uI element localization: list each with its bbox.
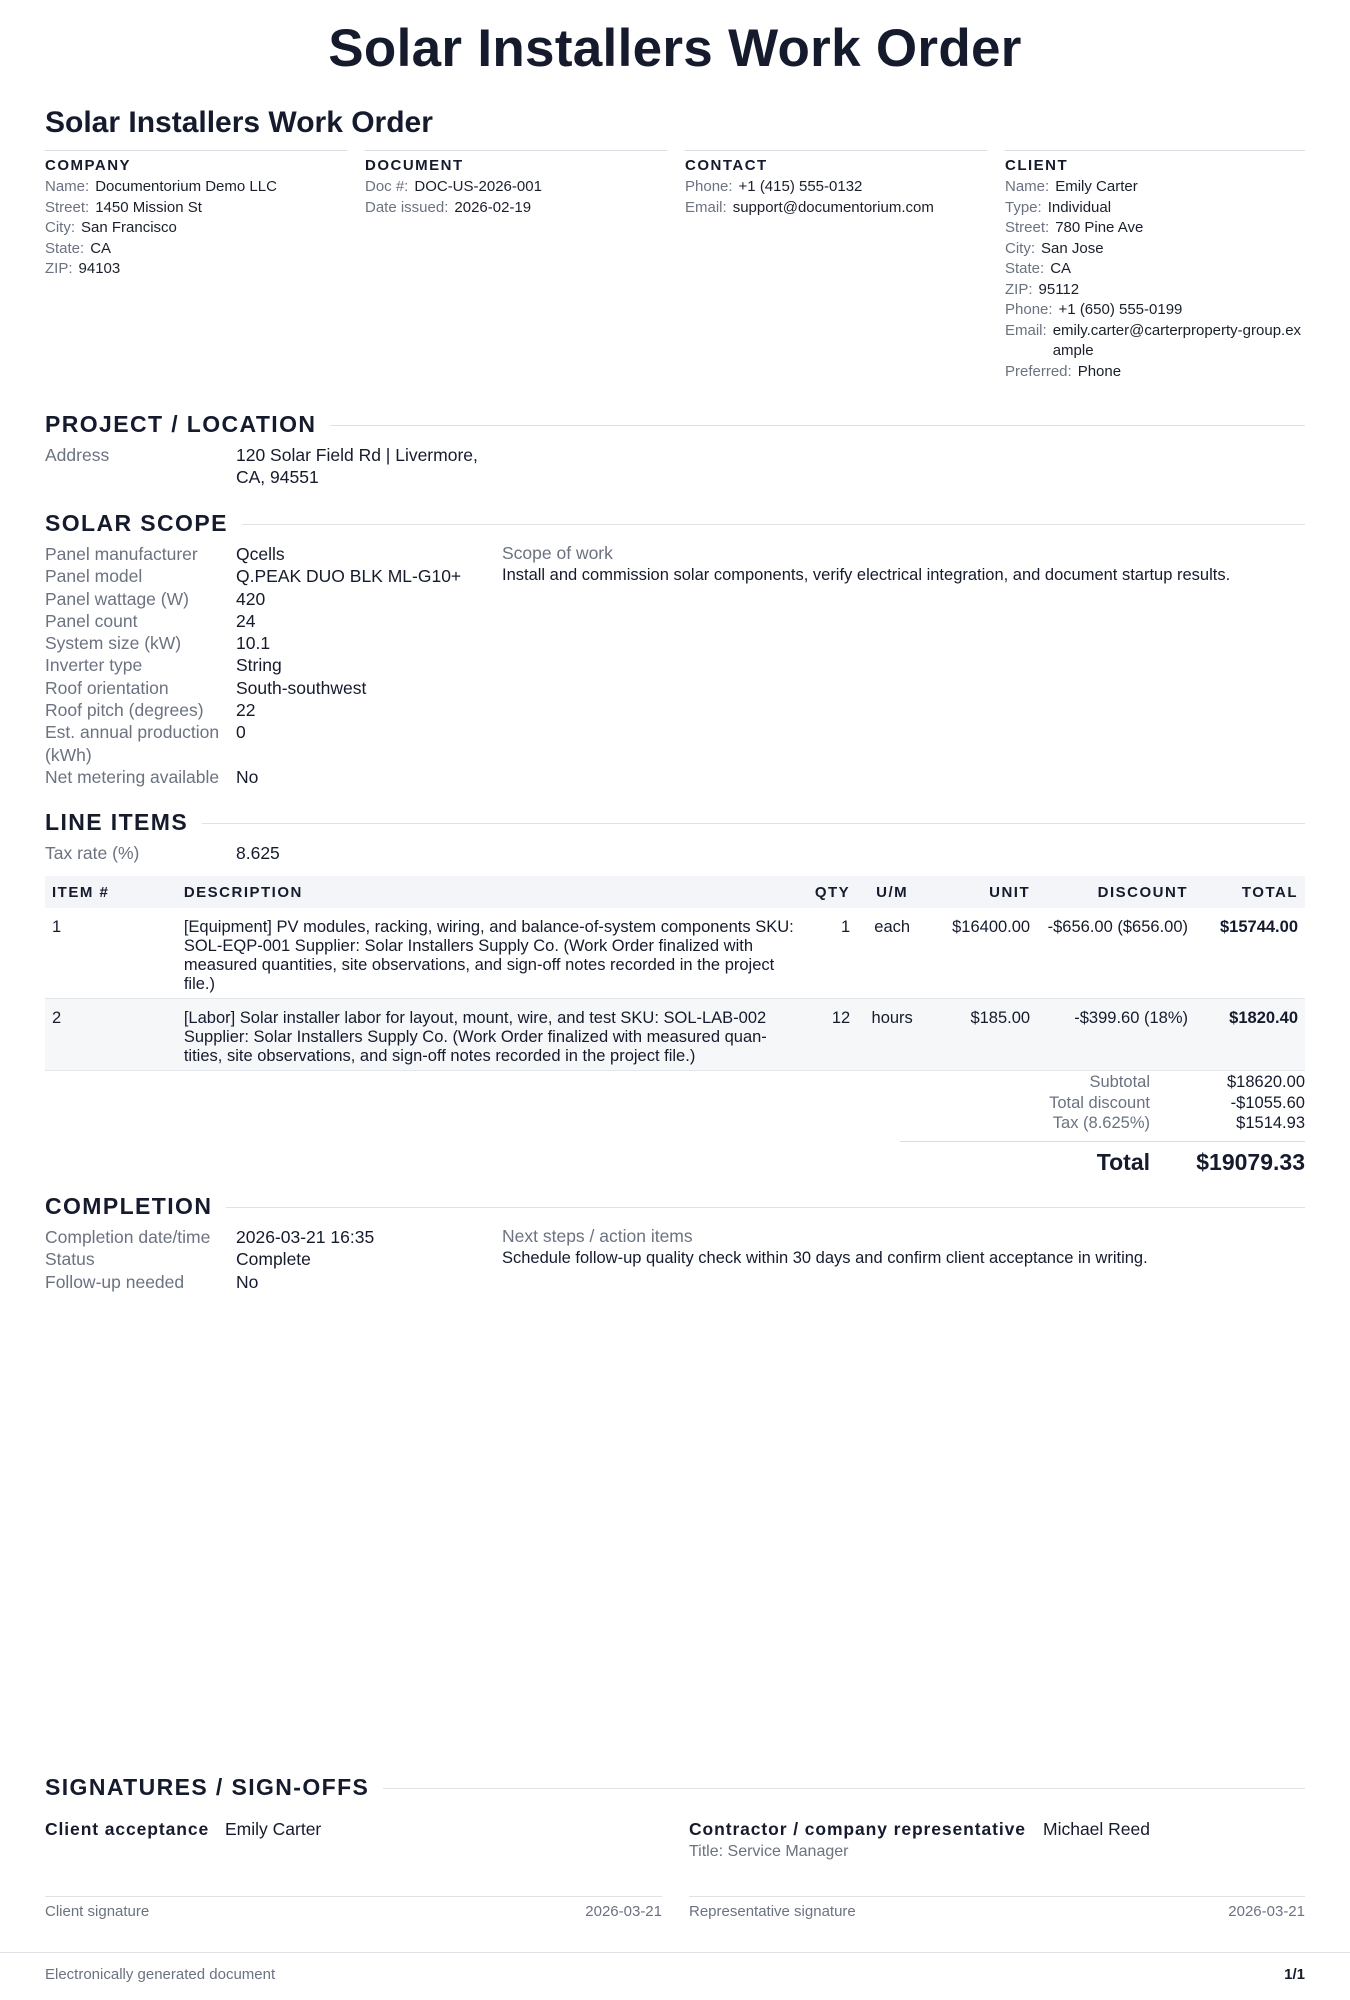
item-number-cell: 1 xyxy=(45,908,177,999)
field-label: Panel model xyxy=(45,566,143,587)
divider xyxy=(202,823,1305,824)
page-number: 1/1 xyxy=(1284,1966,1305,1983)
qty-cell: 12 xyxy=(808,999,857,1071)
unit-cell: $185.00 xyxy=(927,999,1037,1071)
field-label: Date issued: xyxy=(365,198,449,216)
grand-total-row xyxy=(900,1141,1305,1176)
field-label: Email: xyxy=(685,198,727,216)
grand-total-value: $19079.33 xyxy=(1196,1149,1305,1175)
field-value: CA xyxy=(1050,260,1072,277)
divider xyxy=(242,524,1305,525)
table-header-row xyxy=(45,876,1305,908)
field-value: 10.1 xyxy=(236,633,271,654)
field-value: 8.625 xyxy=(236,843,280,863)
project-section-header xyxy=(45,411,1305,438)
client-phone-row xyxy=(1005,300,1305,321)
field-label: Name: xyxy=(1005,178,1050,195)
field-value: String xyxy=(236,655,282,676)
discount-label: Total discount xyxy=(1049,1093,1150,1112)
company-block xyxy=(45,150,347,280)
field-label: Preferred: xyxy=(1005,362,1072,380)
column-header-um: U/M xyxy=(857,876,927,908)
column-header-unit: UNIT xyxy=(927,876,1037,908)
footer-note: Electronically generated document xyxy=(45,1966,276,1983)
rep-title: Title: Service Manager xyxy=(689,1843,849,1860)
field-label: Inverter type xyxy=(45,655,143,676)
client-zip-row xyxy=(1005,280,1305,301)
field-label: Panel wattage (W) xyxy=(45,588,189,609)
scope-fields xyxy=(45,543,461,788)
item-number-cell: 2 xyxy=(45,999,177,1071)
client-city-row xyxy=(1005,239,1305,260)
contact-email-row xyxy=(685,198,987,219)
field-label: Panel count xyxy=(45,610,138,631)
rep-signature-caption: Representative signature xyxy=(689,1903,856,1920)
section-title: SIGNATURES / SIGN-OFFS xyxy=(45,1774,370,1800)
rep-name: Michael Reed xyxy=(1043,1819,1150,1839)
client-signature-caption: Client signature xyxy=(45,1903,150,1920)
client-email-row xyxy=(1005,321,1305,362)
scope-row xyxy=(45,677,461,699)
company-city-row xyxy=(45,218,347,239)
completion-row xyxy=(45,1271,374,1293)
document-heading: DOCUMENT xyxy=(365,157,464,174)
field-value xyxy=(236,444,478,489)
rep-signature-line xyxy=(689,1896,1305,1897)
footer-divider xyxy=(0,1952,1350,1953)
column-header-discount: DISCOUNT xyxy=(1037,876,1195,908)
client-signature-date: 2026-03-21 xyxy=(585,1903,662,1920)
field-value: support@documentorium.com xyxy=(732,198,934,216)
column-header-total: TOTAL xyxy=(1195,876,1305,908)
total-cell: $1820.40 xyxy=(1195,999,1305,1071)
field-label: City: xyxy=(1005,239,1035,257)
field-value: emily.carter@carterproperty-group.example xyxy=(1052,321,1302,359)
next-steps-label: Next steps / action items xyxy=(502,1226,693,1246)
field-label: Phone: xyxy=(685,178,733,195)
document-title: Solar Installers Work Order xyxy=(328,19,1022,78)
date-issued-row xyxy=(365,198,667,219)
field-value: 2026-02-19 xyxy=(454,198,532,216)
field-value: Q.PEAK DUO BLK ML-G10+ xyxy=(236,566,462,587)
address-row xyxy=(45,444,478,489)
company-state-row xyxy=(45,239,347,260)
document-subtitle: Solar Installers Work Order xyxy=(45,106,433,139)
field-label: ZIP: xyxy=(1005,280,1033,298)
rep-label: Contractor / company representative xyxy=(689,1819,1026,1839)
totals-block xyxy=(900,1072,1305,1134)
client-type-row xyxy=(1005,198,1305,219)
divider xyxy=(383,1788,1305,1789)
column-header-description: DESCRIPTION xyxy=(177,876,808,908)
discount-cell: -$656.00 ($656.00) xyxy=(1037,908,1195,999)
field-label: Tax rate (%) xyxy=(45,843,140,863)
completion-row xyxy=(45,1248,374,1270)
client-name-row xyxy=(1005,177,1305,198)
doc-number-row xyxy=(365,177,667,198)
tax-label: Tax (8.625%) xyxy=(1052,1114,1150,1132)
tax-rate-row xyxy=(45,842,280,864)
signatures-section-header xyxy=(45,1774,1305,1801)
field-value: 0 xyxy=(236,722,246,743)
field-label: System size (kW) xyxy=(45,633,182,654)
scope-row xyxy=(45,632,461,654)
field-value: 24 xyxy=(236,610,256,631)
grand-total-label: Total xyxy=(1096,1149,1150,1175)
field-value: 780 Pine Ave xyxy=(1055,219,1144,236)
description-cell: [Equipment] PV modules, racking, wiring, and balance-of-system components SKU: SOL-EQP-001 Supplier: Solar Installers Supply Co. (Work Order finalized with measured quantities, site observations, and sign-off notes recorded in the project file.) xyxy=(177,908,808,999)
field-value: 2026-03-21 16:35 xyxy=(236,1227,375,1247)
field-label: State: xyxy=(45,239,85,257)
completion-section-header xyxy=(45,1193,1305,1220)
client-block xyxy=(1005,150,1305,382)
field-value: DOC-US-2026-001 xyxy=(414,178,542,195)
rep-signature-date: 2026-03-21 xyxy=(1228,1903,1305,1920)
scope-row xyxy=(45,588,461,610)
field-value: 94103 xyxy=(78,260,121,277)
client-heading: CLIENT xyxy=(1005,157,1069,174)
divider xyxy=(226,1207,1305,1208)
scope-section-header xyxy=(45,510,1305,537)
tax-row xyxy=(900,1113,1305,1134)
field-label: Doc #: xyxy=(365,178,409,195)
column-header-item: ITEM # xyxy=(45,876,177,908)
um-cell: hours xyxy=(857,999,927,1071)
field-value: Individual xyxy=(1047,198,1112,216)
field-label: Status xyxy=(45,1249,95,1270)
table-row xyxy=(45,908,1305,999)
field-value: South-southwest xyxy=(236,677,367,698)
scope-row xyxy=(45,565,461,587)
field-label: Type: xyxy=(1005,198,1042,216)
field-label: Completion date/time xyxy=(45,1227,211,1247)
completion-row xyxy=(45,1226,374,1248)
field-label: Phone: xyxy=(1005,301,1053,318)
client-acceptance-name: Emily Carter xyxy=(225,1819,322,1839)
field-label: ZIP: xyxy=(45,260,73,277)
field-label: Email: xyxy=(1005,321,1047,339)
section-title: LINE ITEMS xyxy=(45,809,189,835)
tax-value: $1514.93 xyxy=(1236,1114,1305,1132)
company-zip-row xyxy=(45,259,347,280)
company-heading: COMPANY xyxy=(45,157,132,174)
field-label: Street: xyxy=(45,198,90,216)
address-line-2: CA, 94551 xyxy=(236,467,319,488)
field-value: San Francisco xyxy=(81,219,177,236)
field-value: No xyxy=(236,1271,259,1292)
next-steps-text: Schedule follow-up quality check within 30 days and confirm client acceptance in writing. xyxy=(502,1249,1148,1267)
field-value: Qcells xyxy=(236,544,285,564)
client-preferred-row xyxy=(1005,362,1305,383)
discount-value: -$1055.60 xyxy=(1230,1093,1305,1112)
scope-row xyxy=(45,766,461,788)
um-cell: each xyxy=(857,908,927,999)
field-label: Name: xyxy=(45,178,90,195)
section-title: SOLAR SCOPE xyxy=(45,510,228,536)
subtotal-value: $18620.00 xyxy=(1227,1073,1305,1091)
discount-row xyxy=(900,1093,1305,1114)
scope-row xyxy=(45,654,461,676)
field-label: Follow-up needed xyxy=(45,1271,185,1292)
company-street-row xyxy=(45,198,347,219)
divider xyxy=(330,425,1305,426)
field-value: CA xyxy=(90,239,112,257)
field-value: 1450 Mission St xyxy=(95,198,202,216)
field-label: State: xyxy=(1005,260,1045,277)
tax-rate-field xyxy=(45,842,280,864)
column-header-qty: QTY xyxy=(808,876,857,908)
scope-row xyxy=(45,721,461,766)
field-value: San Jose xyxy=(1041,239,1104,257)
line-items-table xyxy=(45,876,1305,1071)
scope-of-work-text: Install and commission solar components, verify electrical integration, and document startup results. xyxy=(502,566,1231,584)
client-signature-line xyxy=(45,1896,662,1897)
subtotal-row xyxy=(900,1072,1305,1093)
contact-phone-row xyxy=(685,177,987,198)
section-title: COMPLETION xyxy=(45,1193,213,1219)
field-label: City: xyxy=(45,219,75,236)
field-value: 420 xyxy=(236,588,266,609)
client-state-row xyxy=(1005,259,1305,280)
unit-cell: $16400.00 xyxy=(927,908,1037,999)
field-value: Documentorium Demo LLC xyxy=(95,178,277,195)
description-cell: [Labor] Solar installer labor for layout, mount, wire, and test SKU: SOL-LAB-002 Supplier: Solar Installers Supply Co. (Work Order finalized with measured quan-tities, site observations, and sign-off notes recorded in the project file.) xyxy=(177,999,808,1071)
section-title: PROJECT / LOCATION xyxy=(45,411,317,437)
field-value: +1 (650) 555-0199 xyxy=(1058,301,1183,318)
field-value: No xyxy=(236,766,259,787)
scope-row xyxy=(45,699,461,721)
client-acceptance-label: Client acceptance xyxy=(45,1819,210,1839)
field-label: Address xyxy=(45,445,110,465)
document-block xyxy=(365,150,667,218)
scope-row xyxy=(45,543,461,565)
table-row xyxy=(45,999,1305,1071)
field-value: 95112 xyxy=(1038,280,1080,298)
field-label: Roof pitch (degrees) xyxy=(45,700,204,721)
qty-cell: 1 xyxy=(808,908,857,999)
total-cell: $15744.00 xyxy=(1195,908,1305,999)
field-label: Street: xyxy=(1005,219,1050,236)
scope-of-work-label: Scope of work xyxy=(502,543,613,563)
field-value: +1 (415) 555-0132 xyxy=(738,178,863,195)
field-label: Roof orientation xyxy=(45,677,169,698)
discount-cell: -$399.60 (18%) xyxy=(1037,999,1195,1071)
subtotal-label: Subtotal xyxy=(1089,1073,1150,1091)
field-value: 22 xyxy=(236,700,256,721)
field-label: Panel manufacturer xyxy=(45,544,198,564)
field-value: Complete xyxy=(236,1249,311,1270)
field-label: Net metering available xyxy=(45,766,220,787)
contact-block xyxy=(685,150,987,218)
project-fields xyxy=(45,444,478,489)
field-value: Emily Carter xyxy=(1055,178,1138,195)
field-label: Est. annual production (kWh) xyxy=(45,722,220,765)
contact-heading: CONTACT xyxy=(685,157,768,174)
line-items-section-header xyxy=(45,809,1305,836)
client-street-row xyxy=(1005,218,1305,239)
company-name-row xyxy=(45,177,347,198)
scope-row xyxy=(45,610,461,632)
field-value: Phone xyxy=(1077,362,1122,380)
completion-fields xyxy=(45,1226,374,1293)
address-line-1: 120 Solar Field Rd | Livermore, xyxy=(236,445,478,465)
